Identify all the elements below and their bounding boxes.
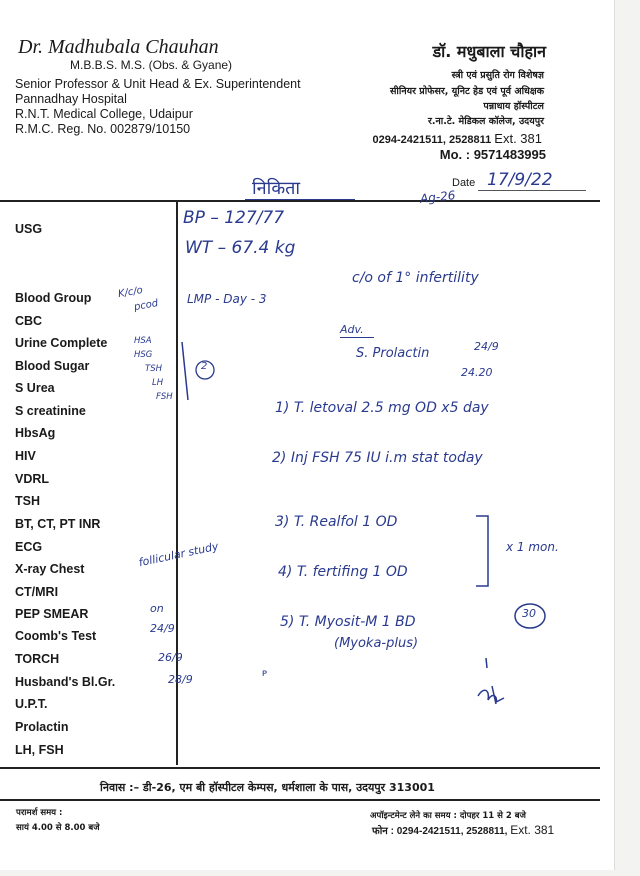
test-urine-complete: Urine Complete: [15, 336, 108, 350]
complaint-note: c/o of 1° infertility: [352, 270, 479, 286]
rx-bracket: [470, 512, 500, 592]
follicular-study: follicular study: [137, 539, 220, 570]
footer-phone: [372, 823, 554, 837]
test-hbsag: HbsAg: [15, 426, 56, 440]
test-s-urea: S Urea: [15, 381, 55, 395]
phone-numbers: 0294-2421511, 2528811: [372, 134, 492, 146]
bottom-rule-lower: [0, 799, 600, 801]
test-hiv: HIV: [15, 449, 36, 463]
test-lh-fsh: LH, FSH: [15, 743, 64, 757]
test-upt: U.P.T.: [15, 697, 48, 711]
hindi-credential: सीनियर प्रोफेसर, यूनिट हेड एवं पूर्व अधिक्षक: [389, 86, 544, 97]
test-cbc: CBC: [15, 314, 43, 328]
test-torch: TORCH: [15, 652, 60, 666]
footer-phone-ext: Ext. 381: [510, 823, 555, 837]
follicular-date: 28/9: [168, 673, 193, 686]
doctor-degrees: M.B.B.S. M.S. (Obs. & Gyane): [70, 58, 233, 72]
advice-label: Adv.: [340, 323, 364, 336]
prolactin-date: 24/9: [474, 340, 499, 353]
side-note: HSG: [134, 350, 153, 360]
advice-underline: [340, 337, 374, 338]
test-ct-mri: CT/MRI: [15, 585, 59, 599]
date-label: Date: [452, 177, 476, 189]
test-xray-chest: X-ray Chest: [15, 562, 85, 576]
hindi-credential: स्त्री एवं प्रसुति रोग विशेषज्ञ: [451, 70, 544, 81]
bracket-mark: [172, 340, 232, 412]
doctor-name-english: Dr. Madhubala Chauhan: [18, 36, 219, 58]
test-s-creatinine: S creatinine: [15, 404, 86, 418]
side-note: pcod: [133, 297, 160, 314]
follicular-date: 26/9: [158, 651, 183, 664]
patient-name: निकिता: [252, 178, 301, 199]
header-phone: [373, 131, 542, 146]
side-note: LH: [152, 378, 164, 388]
rx-item-5-brand: (Myoka-plus): [334, 636, 419, 651]
rx-item-4: 4) T. fertifing 1 OD: [278, 564, 408, 580]
residence-address: निवास :– डी-26, एम बी हॉस्पीटल केम्पस, धर्मशाला के पास, उदयपुर 313001: [100, 781, 435, 794]
prolactin-advice: S. Prolactin: [356, 346, 430, 361]
test-prolactin: Prolactin: [15, 720, 69, 734]
prolactin-value: 24.20: [461, 366, 493, 379]
phone-ext: Ext. 381: [494, 131, 542, 146]
stray-mark: ᴩ: [262, 668, 268, 679]
test-bt-ct-pt-inr: BT, CT, PT INR: [15, 517, 101, 531]
credential-line: Senior Professor & Unit Head & Ex. Superintendent: [15, 77, 301, 91]
hindi-credential: र.ना.टे. मेडिकल कॉलेज, उदयपुर: [427, 116, 544, 127]
test-husband-blood-group: Husband's Bl.Gr.: [15, 675, 116, 689]
rx-item-1: 1) T. letoval 2.5 mg OD x5 day: [275, 400, 489, 416]
patient-age: Ag-26: [419, 188, 457, 206]
rx-item-3: 3) T. Realfol 1 OD: [275, 514, 398, 530]
follicular-on: on: [150, 602, 164, 615]
mobile-number: Mo. : 9571483995: [439, 147, 546, 162]
side-note: K/c/o: [117, 284, 144, 301]
rx-duration: x 1 mon.: [506, 540, 559, 554]
appointment-time: अपॉइन्टमेन्ट लेने का समय : दोपहर 11 से 2 बजे: [370, 811, 526, 821]
hindi-credential: पन्नाधाय हॉस्पीटल: [483, 101, 544, 112]
credential-line: R.N.T. Medical College, Udaipur: [15, 107, 193, 121]
test-ecg: ECG: [15, 540, 43, 554]
credential-line: Pannadhay Hospital: [15, 92, 127, 106]
consult-label: परामर्श समय :: [16, 808, 63, 818]
signature: [470, 652, 530, 712]
lmp-note: LMP - Day - 3: [187, 292, 267, 306]
test-coombs: Coomb's Test: [15, 629, 97, 643]
circled-number: 30: [522, 607, 536, 620]
top-rule: [0, 200, 600, 202]
test-blood-sugar: Blood Sugar: [15, 359, 90, 373]
test-tsh: TSH: [15, 494, 40, 508]
blood-pressure: BP – 127/77: [183, 208, 285, 228]
footer-phone-numbers: फोन : 0294-2421511, 2528811,: [372, 826, 508, 837]
handwritten-date: 17/9/22: [487, 170, 553, 190]
bottom-rule-upper: [0, 767, 600, 769]
consult-time: सायं 4.00 से 8.00 बजे: [16, 823, 100, 833]
date-underline: [478, 190, 586, 191]
side-note: TSH: [145, 364, 162, 374]
name-underline: [245, 199, 355, 200]
side-note: HSA: [134, 336, 152, 346]
rx-item-2: 2) Inj FSH 75 IU i.m stat today: [272, 450, 483, 466]
doctor-name-hindi: डॉ. मधुबाला चौहान: [432, 42, 546, 61]
credential-line: R.M.C. Reg. No. 002879/10150: [15, 122, 191, 136]
test-usg: USG: [15, 222, 43, 236]
test-blood-group: Blood Group: [15, 291, 92, 305]
side-note-number: 2: [201, 361, 208, 372]
test-pep-smear: PEP SMEAR: [15, 607, 89, 621]
test-vdrl: VDRL: [15, 472, 50, 486]
rx-item-5: 5) T. Myosit-M 1 BD: [280, 614, 416, 630]
side-note: FSH: [156, 392, 173, 402]
follicular-date: 24/9: [150, 622, 175, 635]
weight: WT – 67.4 kg: [185, 238, 296, 258]
